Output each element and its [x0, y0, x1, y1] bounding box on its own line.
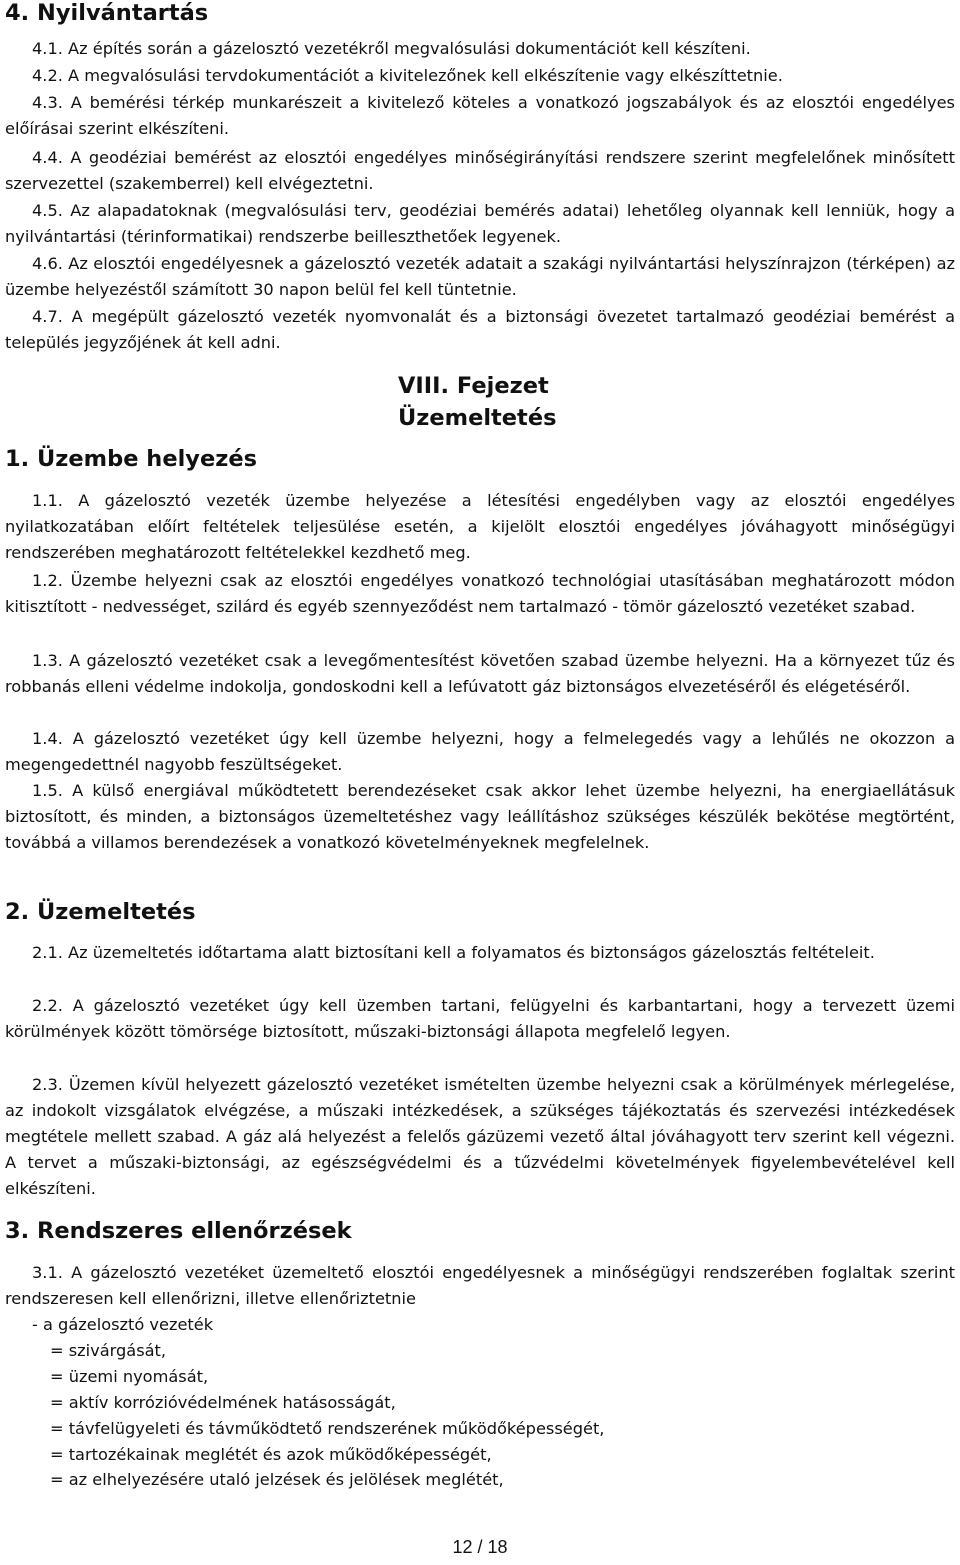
section-4-heading: 4. Nyilvántartás	[5, 0, 209, 26]
list-item: = aktív korrózióvédelmének hatásosságát,	[50, 1392, 396, 1412]
chapter-number: VIII. Fejezet	[398, 373, 549, 399]
list-item: = szivárgását,	[50, 1340, 167, 1360]
section-2-heading: 2. Üzemeltetés	[5, 899, 196, 925]
chapter-heading	[398, 370, 556, 434]
paragraph-2-3: 2.3. Üzemen kívül helyezett gázelosztó vezetéket ismételten üzembe helyezni csak a körülmények mérlegelése, az indokolt vizsgálatok elvégzése, a műszaki intézkedések, a szükséges tájékoztatás és szervezési intézkedések megtétele mellett szabad. A gáz alá helyezést a felelős gázüzemi vezető által jóváhagyott terv szerint kell végezni. A tervet a műszaki-biztonsági, az egészségvédelmi és a tűzvédelmi követelmények figyelembevételével kell elkészíteni.	[5, 1075, 955, 1198]
page-number: 12 / 18	[452, 1537, 508, 1557]
paragraph-1-1: 1.1. A gázelosztó vezeték üzembe helyezése a létesítési engedélyben vagy az elosztói engedélyes nyilatkozatában előírt feltételek teljesülése esetén, a kijelölt elosztói engedélyes jóváhagyott minőségügyi rendszerében meghatározott feltételekkel kezdhető meg.	[5, 491, 955, 562]
list-item: = az elhelyezésére utaló jelzések és jelölések meglétét,	[50, 1470, 504, 1490]
paragraph-4-7: 4.7. A megépült gázelosztó vezeték nyomvonalát és a biztonsági övezetet tartalmazó geodéziai bemérést a település jegyzőjének át kell adni.	[5, 307, 955, 352]
paragraph-4-6: 4.6. Az elosztói engedélyesnek a gázelosztó vezeték adatait a szakági nyilvántartási helyszínrajzon (térképen) az üzembe helyezéstől számított 30 napon belül fel kell tüntetnie.	[5, 254, 955, 299]
paragraph-1-3: 1.3. A gázelosztó vezetéket csak a levegőmentesítést követően szabad üzembe helyezni. Ha a környezet tűz és robbanás elleni védelme indokolja, gondoskodni kell a lefúvatott gáz biztonságos elvezetéséről és elégetéséről.	[5, 651, 955, 696]
section-1-heading: 1. Üzembe helyezés	[5, 446, 257, 472]
paragraph-1-5: 1.5. A külső energiával működtetett berendezéseket csak akkor lehet üzembe helyezni, ha energiaellátásuk biztosított, és minden, a biztonságos üzemeltetéshez vagy leállításhoz szükséges készülék bekötése megtörtént, továbbá a villamos berendezések a vonatkozó követelményeknek megfelelnek.	[5, 781, 955, 852]
paragraph-4-2: 4.2. A megvalósulási tervdokumentációt a kivitelezőnek kell elkészítenie vagy elkészíttetnie.	[32, 66, 783, 85]
paragraph-2-1: 2.1. Az üzemeltetés időtartama alatt biztosítani kell a folyamatos és biztonságos gázelosztás feltételeit.	[32, 943, 875, 962]
checklist-head: - a gázelosztó vezeték	[32, 1315, 214, 1334]
chapter-title: Üzemeltetés	[398, 405, 557, 431]
list-item: = üzemi nyomását,	[50, 1366, 209, 1386]
paragraph-1-4: 1.4. A gázelosztó vezetéket úgy kell üzembe helyezni, hogy a felmelegedés vagy a lehűlés ne okozzon a megengedettnél nagyobb feszültségeket.	[5, 729, 955, 774]
checklist	[5, 1312, 604, 1493]
paragraph-3-1: 3.1. A gázelosztó vezetéket üzemeltető elosztói engedélyesnek a minőségügyi rendszerében foglaltak szerint rendszeresen kell ellenőrizni, illetve ellenőriztetnie	[5, 1263, 955, 1308]
paragraph-4-4: 4.4. A geodéziai bemérést az elosztói engedélyes minőségirányítási rendszere szerint megfelelőnek minősített szervezettel (szakemberrel) kell elvégeztetni.	[5, 148, 955, 193]
paragraph-1-2: 1.2. Üzembe helyezni csak az elosztói engedélyes vonatkozó technológiai utasításában meghatározott módon kitisztított - nedvességet, szilárd és egyéb szennyeződést nem tartalmazó - tömör gázelosztó vezetéket szabad.	[5, 571, 955, 616]
list-item: = tartozékainak meglétét és azok működőképességét,	[50, 1444, 492, 1464]
paragraph-2-2: 2.2. A gázelosztó vezetéket úgy kell üzemben tartani, felügyelni és karbantartani, hogy a tervezett üzemi körülmények között tömörsége biztosított, műszaki-biztonsági állapota megfelelő legyen.	[5, 996, 955, 1041]
section-3-heading: 3. Rendszeres ellenőrzések	[5, 1218, 352, 1244]
paragraph-4-5: 4.5. Az alapadatoknak (megvalósulási terv, geodéziai bemérés adatai) lehetőleg olyannak kell lenniük, hogy a nyilvántartási (térinformatikai) rendszerbe beilleszthetőek legyenek.	[5, 201, 955, 246]
paragraph-4-1: 4.1. Az építés során a gázelosztó vezetékről megvalósulási dokumentációt kell készíteni.	[32, 39, 751, 58]
list-item: = távfelügyeleti és távműködtető rendszerének működőképességét,	[50, 1418, 605, 1438]
paragraph-4-3: 4.3. A bemérési térkép munkarészeit a kivitelező köteles a vonatkozó jogszabályok és az elosztói engedélyes előírásai szerint elkészíteni.	[5, 93, 955, 138]
